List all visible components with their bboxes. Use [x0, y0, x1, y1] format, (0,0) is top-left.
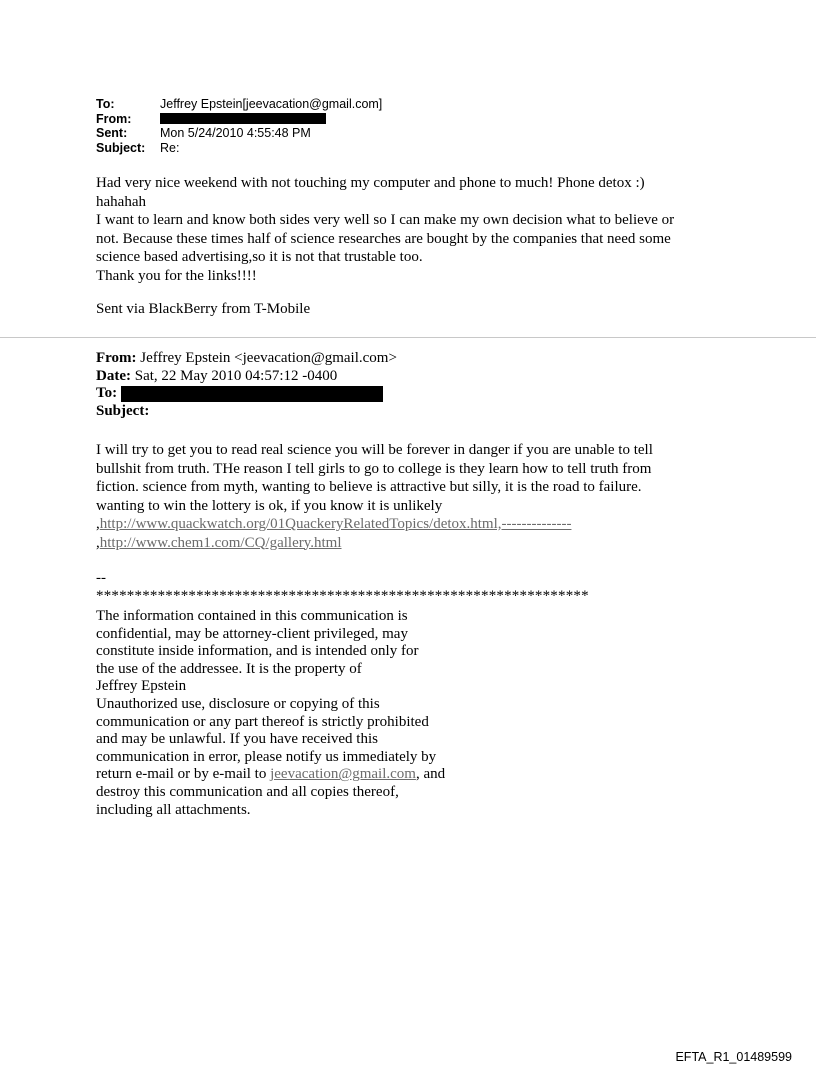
- quoted-to-row: [96, 385, 397, 403]
- chem1-link[interactable]: http://www.chem1.com/CQ/gallery.html: [99, 534, 342, 551]
- quoted-header: [96, 350, 397, 420]
- disclaimer: [96, 608, 445, 819]
- subject-value: Re:: [160, 140, 180, 155]
- quoted-to-label: To:: [96, 385, 118, 401]
- link-line: [96, 515, 653, 534]
- quoted-from-row: [96, 350, 397, 368]
- return-suffix: , and: [415, 766, 446, 783]
- quoted-date-row: [96, 368, 397, 386]
- quoted-date-label: Date:: [96, 367, 131, 384]
- to-row: [96, 97, 382, 112]
- to-label: To:: [96, 97, 115, 111]
- disclaimer-line: communication in error, please notify us immediately by: [96, 748, 437, 765]
- quoted-line: I will try to get you to read real science you will be forever in danger if you are unable to tell: [96, 442, 653, 458]
- reply-line: not. Because these times half of science researches are bought by the companies that need some: [96, 230, 671, 247]
- divider: [0, 337, 816, 338]
- quoted-date-value: Sat, 22 May 2010 04:57:12 -0400: [130, 367, 338, 384]
- link-line: [96, 534, 653, 553]
- from-row: [96, 112, 382, 127]
- disclaimer-line: communication or any part thereof is strictly prohibited: [96, 713, 429, 730]
- redaction-bar: [160, 113, 326, 124]
- subject-label: Subject:: [96, 140, 146, 155]
- return-prefix: return e-mail or by e-mail to: [96, 766, 271, 783]
- reply-line: hahahah: [96, 193, 146, 210]
- disclaimer-line: constitute inside information, and is intended only for: [96, 643, 419, 660]
- quackwatch-link[interactable]: http://www.quackwatch.org/01QuackeryRelatedTopics/detox.html,--------------: [99, 516, 572, 532]
- disclaimer-line: [96, 766, 445, 784]
- link-prefix: ,: [96, 534, 100, 551]
- reply-body: [96, 174, 736, 285]
- quoted-subject-row: [96, 403, 397, 421]
- email-link[interactable]: jeevacation@gmail.com: [270, 766, 416, 783]
- disclaimer-line: The information contained in this communication is: [96, 608, 408, 624]
- quoted-from-value: Jeffrey Epstein <jeevacation@gmail.com>: [136, 350, 397, 366]
- separator-stars: ****************************************************************: [96, 588, 589, 604]
- reply-line: I want to learn and know both sides very well so I can make my own decision what to believe or: [96, 212, 675, 228]
- disclaimer-line: Jeffrey Epstein: [96, 678, 187, 695]
- signature: Sent via BlackBerry from T-Mobile: [96, 301, 311, 317]
- reply-line: science based advertising,so it is not that trustable too.: [96, 249, 423, 265]
- sent-value: Mon 5/24/2010 4:55:48 PM: [160, 126, 311, 141]
- quoted-line: wanting to win the lottery is ok, if you know it is unlikely: [96, 497, 443, 514]
- quoted-line: fiction. science from myth, wanting to believe is attractive but silly, it is the road to failure.: [96, 479, 642, 495]
- redaction-bar: [121, 386, 383, 402]
- reply-line: Had very nice weekend with not touching my computer and phone to much! Phone detox :): [96, 175, 645, 191]
- disclaimer-line: Unauthorized use, disclosure or copying of this: [96, 695, 380, 712]
- to-value: Jeffrey Epstein[jeevacation@gmail.com]: [160, 97, 383, 111]
- quoted-body: [96, 441, 653, 552]
- quoted-from-label: From:: [96, 350, 137, 366]
- from-label: From:: [96, 111, 132, 126]
- reply-line: Thank you for the links!!!!: [96, 267, 257, 284]
- document-id: EFTA_R1_01489599: [675, 1050, 792, 1064]
- quoted-line: bullshit from truth. THe reason I tell girls to go to college is they learn how to tell truth from: [96, 460, 652, 477]
- disclaimer-line: and may be unlawful. If you have received this: [96, 731, 378, 748]
- quoted-subject-label: Subject:: [96, 402, 150, 419]
- separator-dashes: --: [96, 570, 106, 586]
- subject-row: [96, 141, 382, 156]
- sent-label: Sent:: [96, 126, 128, 141]
- email-header: [96, 97, 382, 155]
- sent-row: [96, 126, 382, 141]
- disclaimer-line: destroy this communication and all copies thereof,: [96, 783, 399, 800]
- disclaimer-line: the use of the addressee. It is the property of: [96, 660, 362, 677]
- link-prefix: ,: [96, 516, 100, 532]
- disclaimer-line: including all attachments.: [96, 801, 251, 818]
- disclaimer-line: confidential, may be attorney-client privileged, may: [96, 625, 408, 642]
